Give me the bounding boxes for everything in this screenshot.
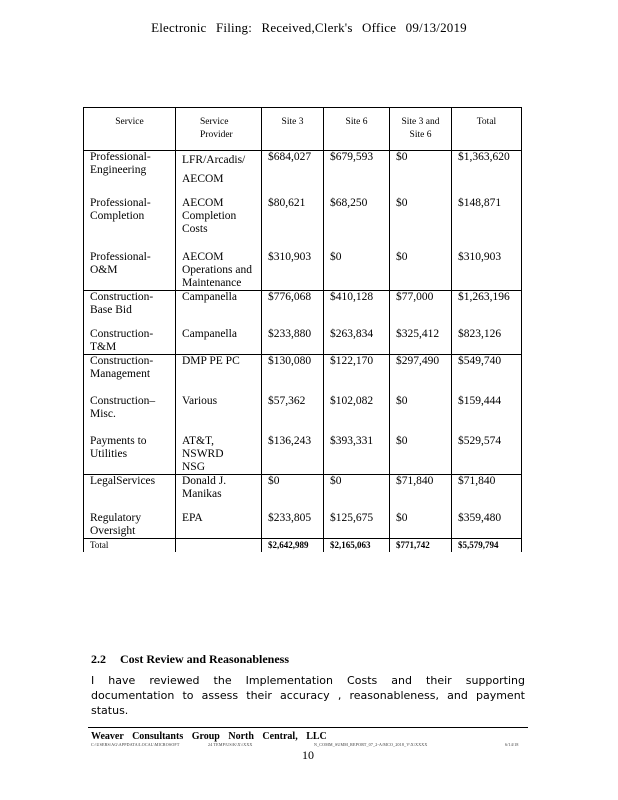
cell-site6: $102,082 <box>324 395 390 435</box>
cell-provider: Donald J. Manikas <box>176 474 262 512</box>
footer-divider <box>88 727 528 728</box>
section-title: Cost Review and Reasonableness <box>120 652 290 666</box>
cell-site3: $776,068 <box>262 290 324 328</box>
cell-site6: $0 <box>324 474 390 512</box>
header-provider <box>176 108 262 151</box>
table-row <box>84 290 522 328</box>
cell-site36: $0 <box>390 197 452 251</box>
total-row <box>84 539 522 553</box>
cell-site36: $0 <box>390 251 452 291</box>
section-heading <box>91 652 289 667</box>
cell-site36: $0 <box>390 395 452 435</box>
table-row <box>84 435 522 475</box>
table-header-row <box>84 108 522 151</box>
footer-path-left: C:\USERS\AG\APPDATA\LOCAL\MICROSOFT <box>91 742 180 747</box>
cell-service: Payments to Utilities <box>84 435 176 475</box>
cell-service: Construction– Misc. <box>84 395 176 435</box>
cell-provider: Campanella <box>176 328 262 355</box>
total-provider-empty <box>176 539 262 553</box>
cell-site6: $410,128 <box>324 290 390 328</box>
cell-site3: $57,362 <box>262 395 324 435</box>
header-site36-line1: Site 3 and <box>401 117 440 127</box>
cell-site36: $0 <box>390 512 452 539</box>
cell-site6: $263,834 <box>324 328 390 355</box>
table-row <box>84 328 522 355</box>
cell-service: Construction- Management <box>84 355 176 395</box>
cell-site36: $0 <box>390 151 452 197</box>
cell-provider: AECOM Completion Costs <box>176 197 262 251</box>
total-total: $5,579,794 <box>452 539 522 553</box>
cell-total: $148,871 <box>452 197 522 251</box>
cell-service: Professional- Completion <box>84 197 176 251</box>
cell-site6: $122,170 <box>324 355 390 395</box>
cell-service: Professional- Engineering <box>84 151 176 197</box>
total-site6: $2,165,063 <box>324 539 390 553</box>
footer-company: Weaver Consultants Group North Central, LLC <box>91 731 327 742</box>
cell-total: $549,740 <box>452 355 522 395</box>
cell-site3: $136,243 <box>262 435 324 475</box>
header-site36-line2: Site 6 <box>409 130 432 140</box>
footer-date: 6/14/18 <box>505 742 519 747</box>
cell-total: $310,903 <box>452 251 522 291</box>
page-number: 10 <box>302 748 314 762</box>
cell-provider: EPA <box>176 512 262 539</box>
table-row <box>84 151 522 197</box>
cell-total: $529,574 <box>452 435 522 475</box>
table-row <box>84 474 522 512</box>
cell-site36: $71,840 <box>390 474 452 512</box>
cell-service: LegalServices <box>84 474 176 512</box>
footer-path-mid1: 24 TEMP\US\K\X\\XXX <box>208 742 253 747</box>
cell-provider: Campanella <box>176 290 262 328</box>
footer-path-mid2: N_COMM_SUMM_REPORT_07_2-A/MCO_2018_V\X\XXXX <box>314 742 428 747</box>
cell-site36: $297,490 <box>390 355 452 395</box>
table-row <box>84 251 522 291</box>
cell-total: $1,263,196 <box>452 290 522 328</box>
cell-provider: AECOM Operations and Maintenance <box>176 251 262 291</box>
cell-service: Professional- O&M <box>84 251 176 291</box>
cell-total: $159,444 <box>452 395 522 435</box>
table-row <box>84 512 522 539</box>
header-total: Total <box>452 108 522 151</box>
cell-site6: $679,593 <box>324 151 390 197</box>
cell-site36: $325,412 <box>390 328 452 355</box>
cell-site3: $233,880 <box>262 328 324 355</box>
cell-provider: LFR/Arcadis/ AECOM <box>176 151 262 197</box>
table-row <box>84 355 522 395</box>
cell-service: Construction- Base Bid <box>84 290 176 328</box>
cost-table <box>83 107 522 552</box>
table-row <box>84 197 522 251</box>
total-site36: $771,742 <box>390 539 452 553</box>
header-site3: Site 3 <box>262 108 324 151</box>
header-site6: Site 6 <box>324 108 390 151</box>
cell-total: $359,480 <box>452 512 522 539</box>
cell-site6: $393,331 <box>324 435 390 475</box>
cell-site6: $68,250 <box>324 197 390 251</box>
cell-site3: $0 <box>262 474 324 512</box>
cell-site3: $80,621 <box>262 197 324 251</box>
cell-total: $1,363,620 <box>452 151 522 197</box>
cell-site36: $77,000 <box>390 290 452 328</box>
cell-site6: $125,675 <box>324 512 390 539</box>
table-row <box>84 395 522 435</box>
header-provider-line1: Service <box>200 117 229 127</box>
cell-site6: $0 <box>324 251 390 291</box>
cell-site3: $233,805 <box>262 512 324 539</box>
cell-provider: Various <box>176 395 262 435</box>
cell-provider: AT&T, NSWRD NSG <box>176 435 262 475</box>
total-site3: $2,642,989 <box>262 539 324 553</box>
header-site3-and-6 <box>390 108 452 151</box>
section-number: 2.2 <box>91 652 106 666</box>
cell-service: Regulatory Oversight <box>84 512 176 539</box>
cell-site3: $310,903 <box>262 251 324 291</box>
filing-header: Electronic Filing: Received,Clerk's Office 09/13/2019 <box>151 20 467 35</box>
body-paragraph: I have reviewed the Implementation Costs and their supporting documentation to assess their accuracy , reasonableness, and payment status. <box>91 674 525 717</box>
header-service: Service <box>84 108 176 151</box>
cell-site36: $0 <box>390 435 452 475</box>
cell-service: Construction- T&M <box>84 328 176 355</box>
total-label: Total <box>84 539 176 553</box>
cell-total: $823,126 <box>452 328 522 355</box>
cell-provider: DMP PE PC <box>176 355 262 395</box>
cell-site3: $684,027 <box>262 151 324 197</box>
header-provider-line2: Provider <box>200 130 233 140</box>
cell-site3: $130,080 <box>262 355 324 395</box>
cell-total: $71,840 <box>452 474 522 512</box>
